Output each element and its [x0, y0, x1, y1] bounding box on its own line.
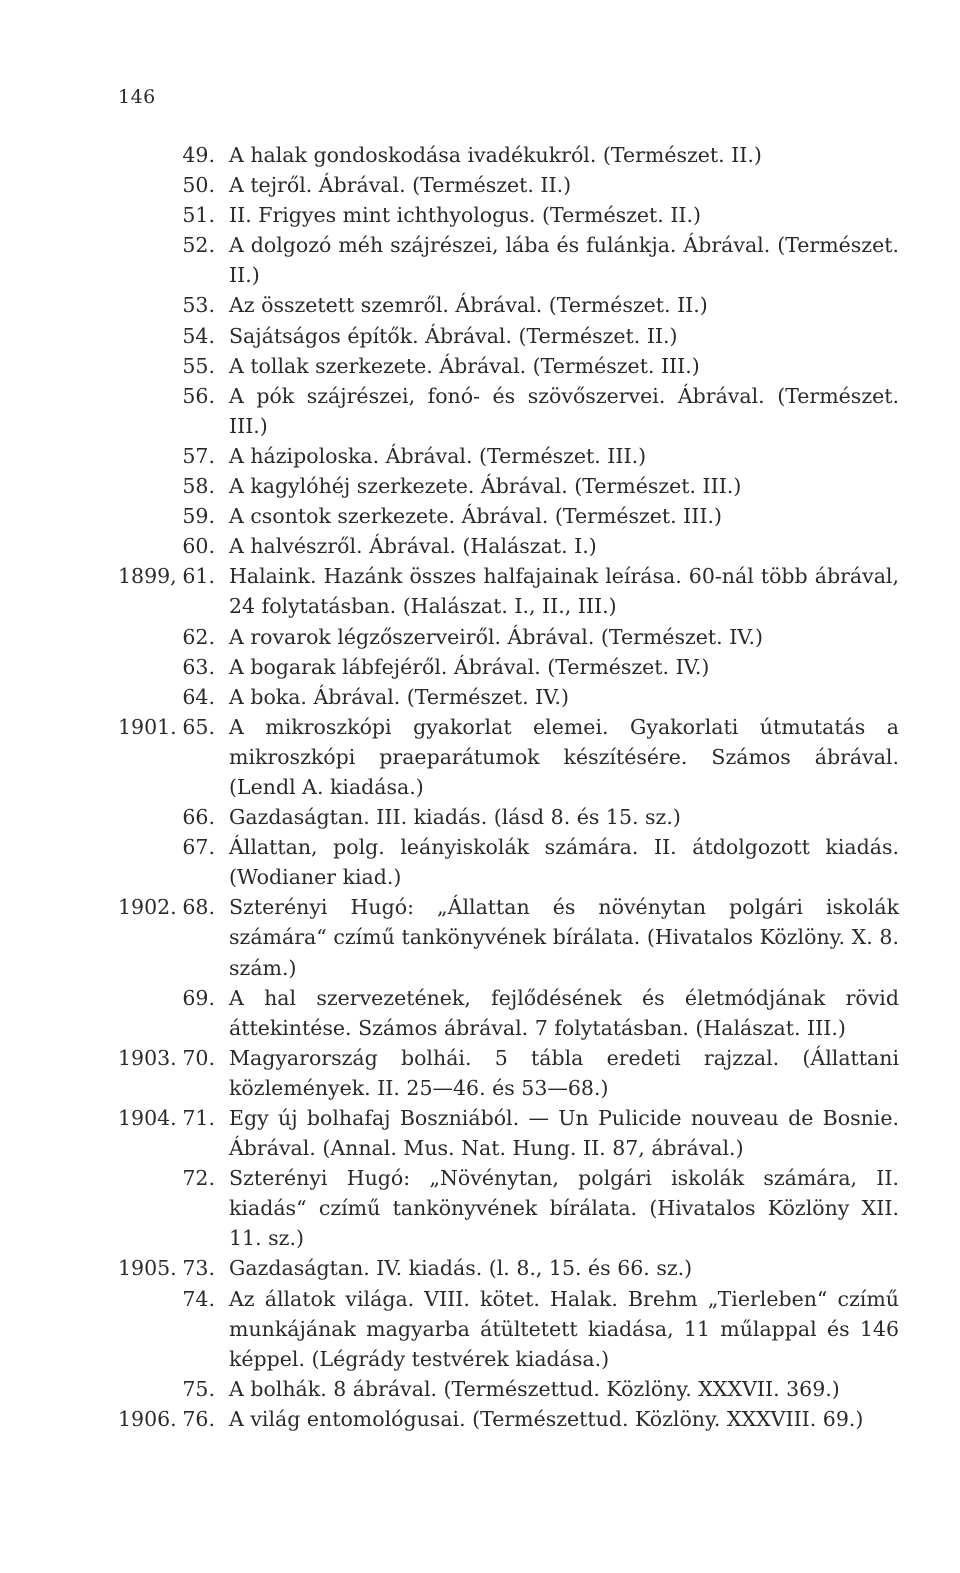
list-item	[0, 682, 960, 712]
entry-number: 50.	[182, 173, 215, 198]
list-item	[0, 802, 960, 832]
list-item	[0, 1163, 960, 1253]
entry-year: 1906.	[118, 1406, 177, 1431]
list-item	[0, 140, 960, 170]
entry-number: 69.	[182, 985, 215, 1010]
entry-number: 55.	[182, 353, 215, 378]
list-item	[0, 230, 960, 290]
entry-number: 67.	[182, 835, 215, 860]
entry-number: 60.	[182, 534, 215, 559]
list-item	[0, 1404, 960, 1434]
entry-number: 53.	[182, 293, 215, 318]
entry-number: 72.	[182, 1166, 215, 1191]
entry-number: 70.	[182, 1045, 215, 1070]
entry-text: Szterényi Hugó: „Állattan és növénytan polgári iskolák számára“ czímű tankönyvének bírálata. (Hivatalos Közlöny. X. 8. szám.)	[229, 895, 899, 980]
entry-number: 63.	[182, 654, 215, 679]
entry-number: 49.	[182, 143, 215, 167]
page-number: 146	[118, 86, 156, 108]
list-item	[0, 351, 960, 381]
entry-year: 1905.	[118, 1256, 177, 1281]
list-item	[0, 712, 960, 802]
entry-text: A halvészről. Ábrával. (Halászat. I.)	[229, 534, 597, 559]
list-item	[0, 290, 960, 320]
entry-text: II. Frigyes mint ichthyologus. (Természet. II.)	[229, 203, 702, 228]
entry-number: 76.	[182, 1406, 215, 1431]
list-item	[0, 983, 960, 1043]
entry-text: Állattan, polg. leányiskolák számára. II. átdolgozott kiadás. (Wodianer kiad.)	[229, 835, 899, 890]
entry-text: Az összetett szemről. Ábrával. (Természet. II.)	[229, 293, 708, 318]
entry-text: A dolgozó méh szájrészei, lába és fulánkja. Ábrával. (Természet. II.)	[229, 233, 899, 288]
entry-year: 1904.	[118, 1106, 177, 1130]
entry-number: 52.	[182, 233, 215, 258]
entry-number: 75.	[182, 1376, 215, 1401]
list-item	[0, 1374, 960, 1404]
entry-text: A hal szervezetének, fejlődésének és életmódjának rövid áttekintése. Számos ábrával. 7 folytatásban. (Halászat. III.)	[229, 985, 899, 1040]
entry-text: A boka. Ábrával. (Természet. IV.)	[229, 684, 569, 709]
entry-number: 64.	[182, 684, 215, 709]
entry-number: 54.	[182, 323, 215, 348]
entry-number: 71.	[182, 1106, 215, 1130]
list-item	[0, 1103, 960, 1163]
list-item	[0, 622, 960, 652]
list-item	[0, 321, 960, 351]
entry-number: 62.	[182, 624, 215, 649]
list-item	[0, 501, 960, 531]
entry-number: 73.	[182, 1256, 215, 1281]
entry-text: A pók szájrészei, fonó- és szövőszervei. Ábrával. (Természet. III.)	[229, 383, 899, 438]
entry-text: A tollak szerkezete. Ábrával. (Természet. III.)	[229, 353, 700, 378]
list-item	[0, 561, 960, 621]
entry-text: Egy új bolhafaj Boszniából. — Un Pulicide nouveau de Bosnie. Ábrával. (Annal. Mus. Nat. Hung. II. 87, ábrával.)	[229, 1106, 899, 1161]
entry-text: A bogarak lábfejéről. Ábrával. (Természet. IV.)	[229, 654, 710, 679]
list-item	[0, 381, 960, 441]
entry-number: 61.	[182, 564, 215, 589]
list-item	[0, 471, 960, 501]
entry-number: 57.	[182, 443, 215, 468]
entry-year: 1902.	[118, 895, 177, 920]
entry-text: A kagylóhéj szerkezete. Ábrával. (Természet. III.)	[229, 474, 742, 499]
bibliography-list	[0, 140, 960, 1434]
entry-number: 58.	[182, 474, 215, 499]
entry-text: Az állatok világa. VIII. kötet. Halak. Brehm „Tierleben“ czímű munkájának magyarba átültetett kiadása, 11 műlappal és 146 képpel. (Légrády testvérek kiadása.)	[229, 1286, 899, 1371]
entry-text: Gazdaságtan. III. kiadás. (lásd 8. és 15. sz.)	[229, 805, 681, 830]
entry-text: A tejről. Ábrával. (Természet. II.)	[229, 173, 572, 198]
entry-text: Szterényi Hugó: „Növénytan, polgári iskolák számára, II. kiadás“ czímű tankönyvének bírálata. (Hivatalos Közlöny XII. 11. sz.)	[229, 1166, 899, 1251]
entry-text: A csontok szerkezete. Ábrával. (Természet. III.)	[229, 504, 722, 529]
list-item	[0, 441, 960, 471]
entry-text: Sajátságos építők. Ábrával. (Természet. II.)	[229, 323, 678, 348]
entry-number: 59.	[182, 504, 215, 529]
entry-number: 66.	[182, 805, 215, 830]
entry-number: 68.	[182, 895, 215, 920]
list-item	[0, 531, 960, 561]
entry-text: A halak gondoskodása ivadékukról. (Természet. II.)	[229, 143, 762, 167]
entry-number: 65.	[182, 714, 215, 739]
entry-year: 1903.	[118, 1045, 177, 1070]
entry-text: A világ entomológusai. (Természettud. Közlöny. XXXVIII. 69.)	[229, 1406, 864, 1431]
entry-text: Gazdaságtan. IV. kiadás. (l. 8., 15. és 66. sz.)	[229, 1256, 693, 1281]
entry-text: A házipoloska. Ábrával. (Természet. III.)	[229, 443, 647, 468]
entry-text: Magyarország bolhái. 5 tábla eredeti rajzzal. (Állattani közlemények. II. 25—46. és 53—68.)	[229, 1045, 899, 1100]
entry-text: Halaink. Hazánk összes halfajainak leírása. 60-nál több ábrával, 24 folytatásban. (Halászat. I., II., III.)	[229, 564, 899, 619]
list-item	[0, 1284, 960, 1374]
entry-year: 1901.	[118, 714, 177, 739]
entry-text: A mikroszkópi gyakorlat elemei. Gyakorlati útmutatás a mikroszkópi praeparátumok készítésére. Számos ábrával. (Lendl A. kiadása.)	[229, 714, 899, 799]
list-item	[0, 1043, 960, 1103]
entry-text: A bolhák. 8 ábrával. (Természettud. Közlöny. XXXVII. 369.)	[229, 1376, 840, 1401]
list-item	[0, 652, 960, 682]
entry-year: 1899,	[118, 564, 177, 589]
list-item	[0, 1253, 960, 1283]
entry-number: 51.	[182, 203, 215, 228]
list-item	[0, 170, 960, 200]
entry-text: A rovarok légzőszerveiről. Ábrával. (Természet. IV.)	[229, 624, 764, 649]
list-item	[0, 832, 960, 892]
entry-number: 74.	[182, 1286, 215, 1311]
list-item	[0, 200, 960, 230]
entry-number: 56.	[182, 383, 215, 408]
list-item	[0, 892, 960, 982]
